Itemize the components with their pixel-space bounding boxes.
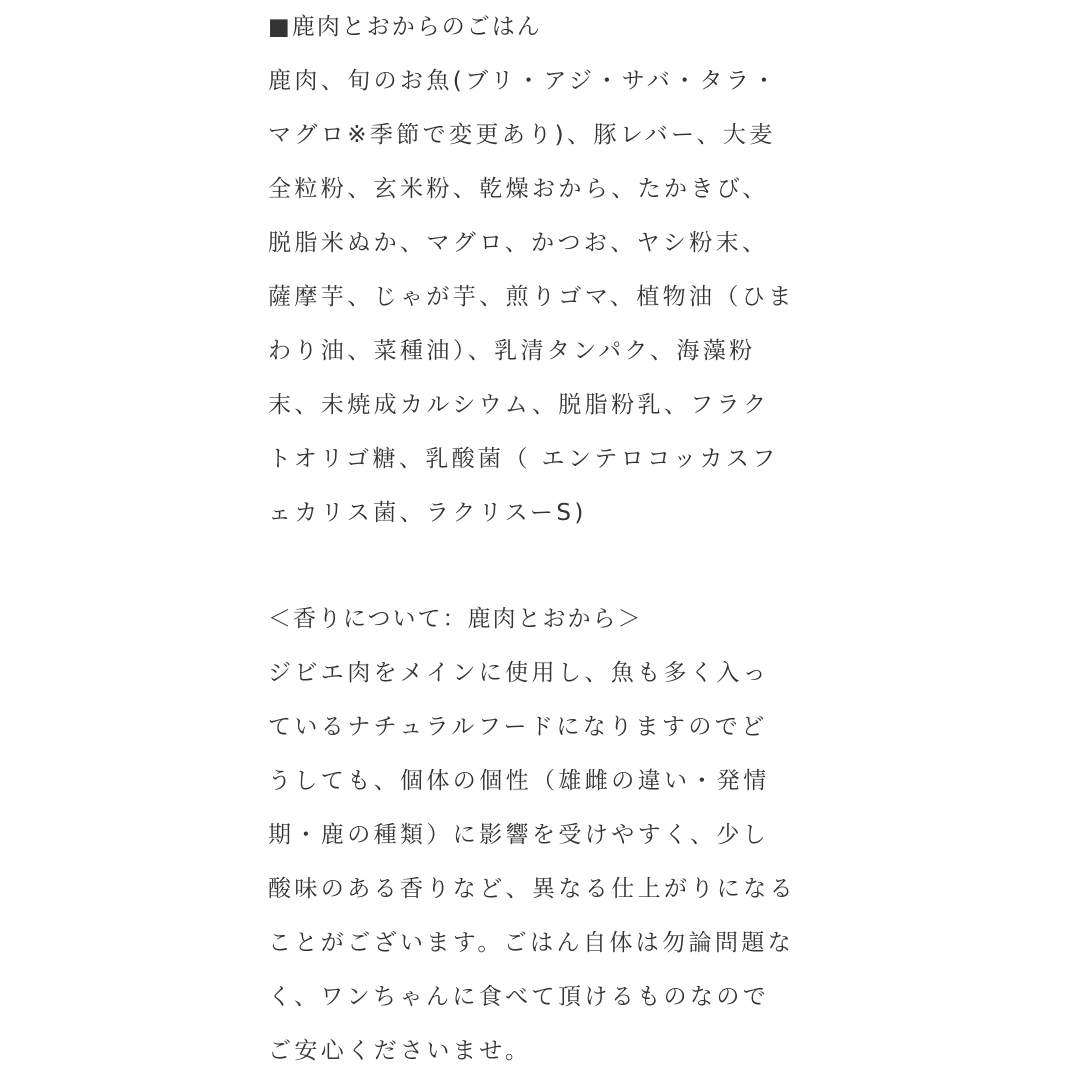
aroma-line: ことがございます。ごはん自体は勿論問題な: [268, 930, 795, 956]
aroma-line: 酸味のある香りなど、異なる仕上がりになる: [268, 876, 796, 902]
aroma-heading: ＜香りについて：鹿肉とおから＞: [268, 606, 643, 632]
aroma-line: ジビエ肉をメインに使用し、魚も多く入っ: [268, 660, 770, 686]
aroma-line: ご安心くださいませ。: [268, 1038, 532, 1064]
ingredients-heading: ■鹿肉とおからのごはん: [268, 14, 542, 40]
ingredients-line: わり油、菜種油）、乳清タンパク、海藻粉: [268, 338, 756, 364]
ingredients-line: 薩摩芋、じゃが芋、煎りゴマ、植物油（ひま: [268, 284, 795, 310]
ingredients-line: 鹿肉、旬のお魚(ブリ・アジ・サバ・タラ・: [268, 68, 779, 94]
ingredients-line: トオリゴ糖、乳酸菌（ エンテロコッカスフ: [268, 446, 779, 472]
aroma-line: く、ワンちゃんに食べて頂けるものなので: [268, 984, 770, 1010]
ingredients-line: 全粒粉、玄米粉、乾燥おから、たかきび、: [268, 176, 769, 202]
ingredients-line: マグロ※季節で変更あり)、豚レバー、大麦: [268, 122, 776, 148]
ingredients-line: 末、未焼成カルシウム、脱脂粉乳、フラク: [268, 392, 770, 418]
ingredients-line: ェカリス菌、ラクリスーS): [268, 500, 587, 526]
ingredients-line: 脱脂米ぬか、マグロ、かつお、ヤシ粉末、: [268, 230, 769, 256]
aroma-line: うしても、個体の個性（雄雌の違い・発情: [268, 768, 770, 794]
aroma-line: 期・鹿の種類）に影響を受けやすく、少し: [268, 822, 770, 848]
aroma-line: ているナチュラルフードになりますのでど: [268, 714, 768, 740]
